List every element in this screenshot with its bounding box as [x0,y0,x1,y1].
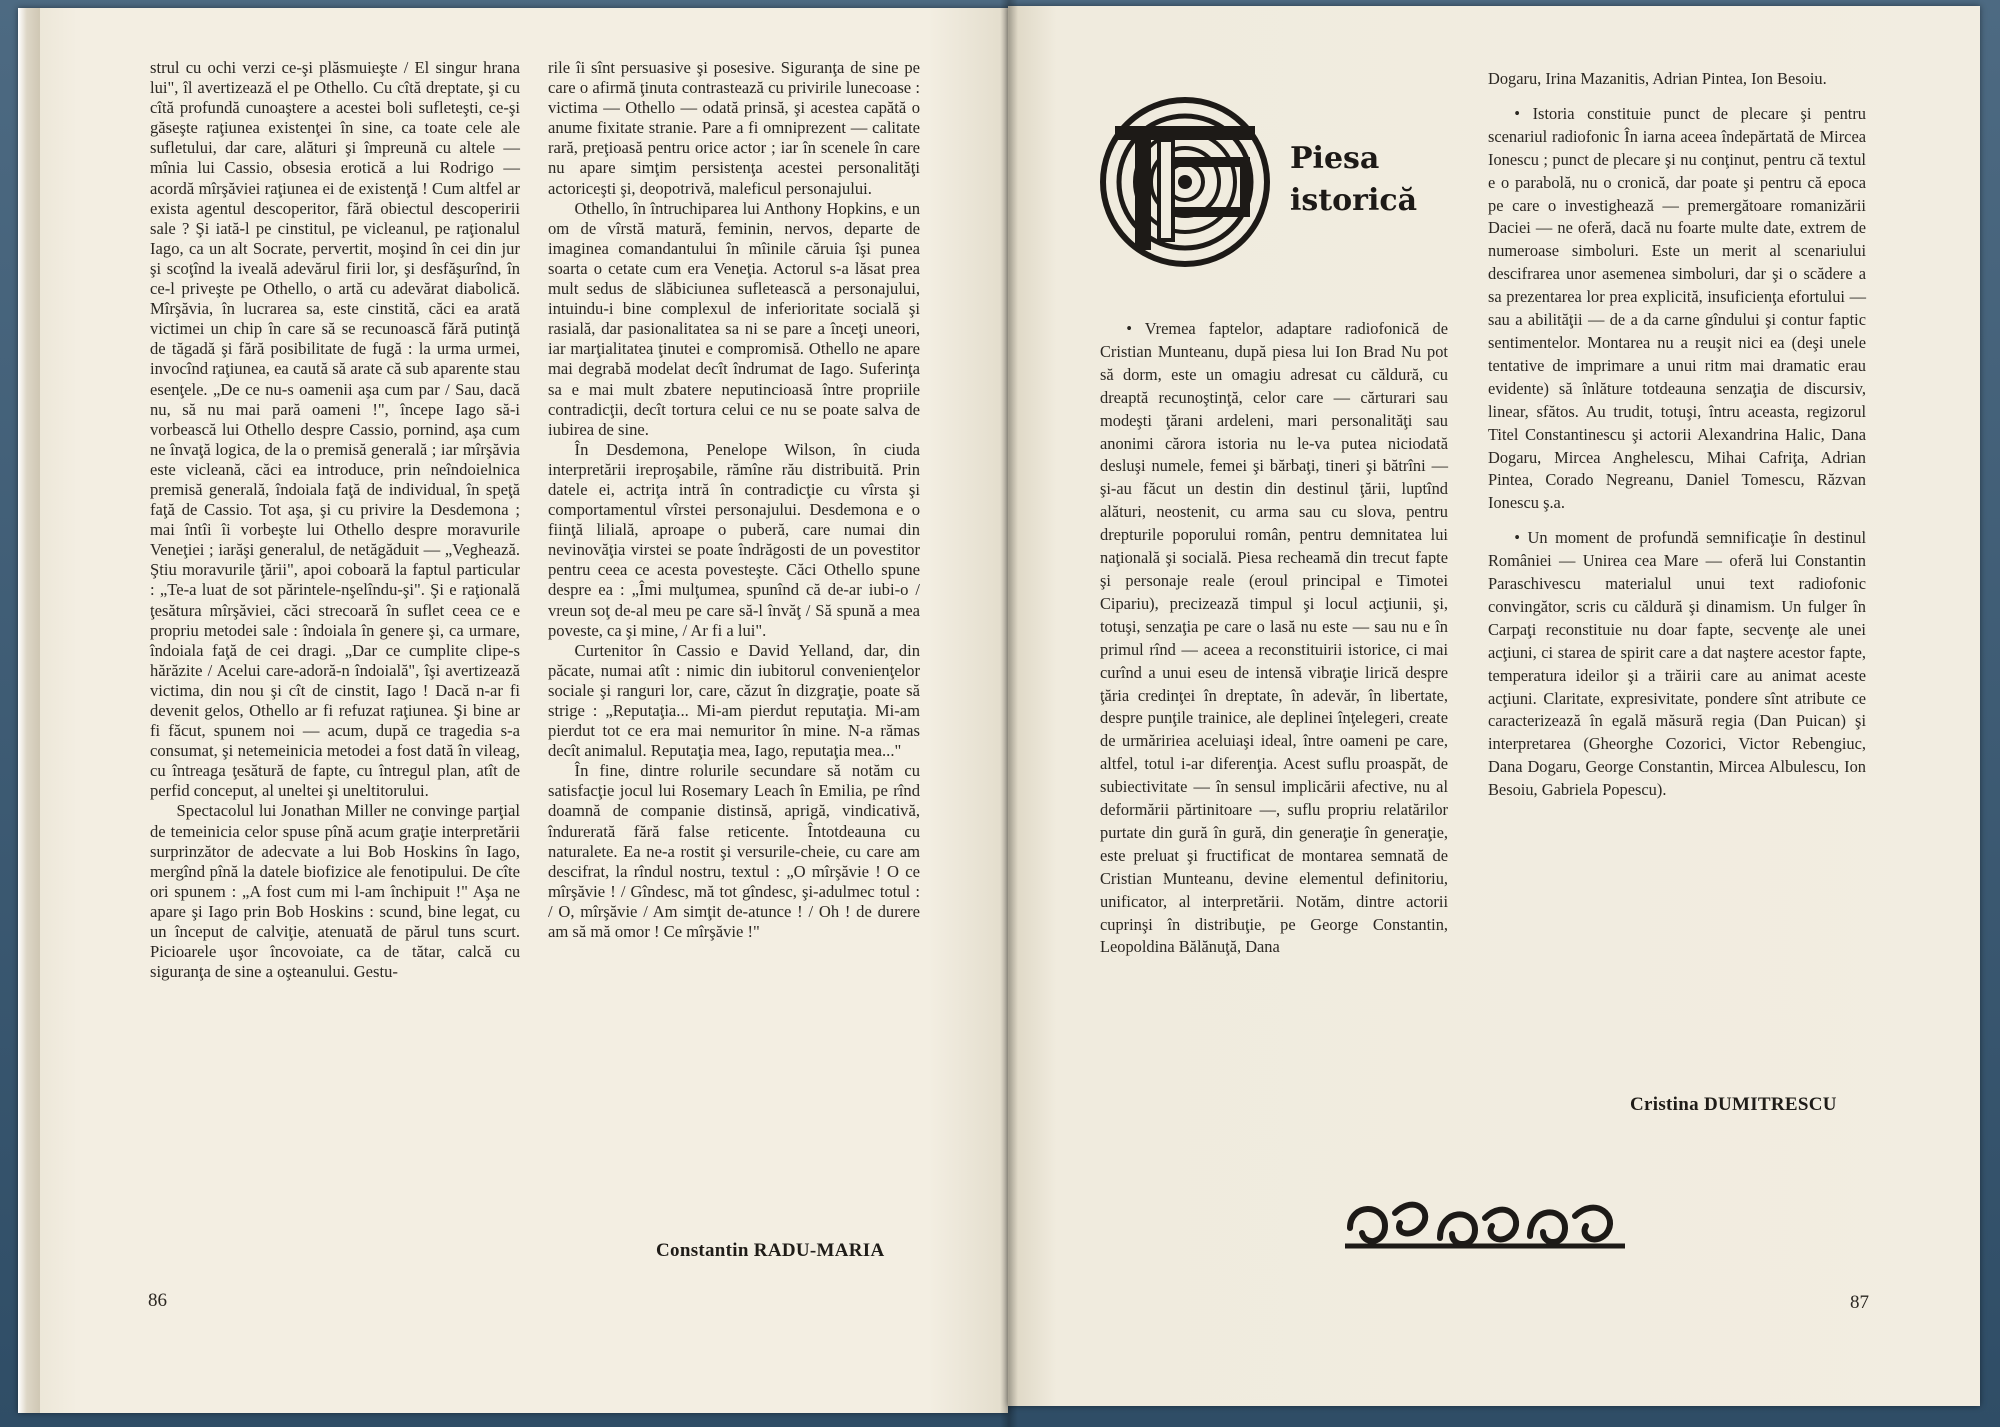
left-column-2 [548,58,920,942]
page-number: 87 [1850,1292,1869,1313]
paragraph: În fine, dintre rolurile secundare să notăm cu satisfacţie jocul lui Rosemary Leach în Emilia, pe rînd doamnă de companie distinsă, aprigă, vindicativă, îndurerată fără false reticente. Întotdeauna cu naturalete. Ea ne-a rostit şi versurile-cheie, cu care am descifrat, la rîndul nostru, textul : „O mîrşăvie ! O ce mîrşăvie ! / Gîndesc, mă tot gîndesc, şi-adulmec totul : / O, mîrşăvie / Am simţit de-atunce ! / Oh ! de durere am să mă omor ! Ce mîrşăvie !" [548,761,920,942]
paragraph: Dogaru, Irina Mazanitis, Adrian Pintea, Ion Besoiu. [1488,69,1827,88]
paragraph: Curtenitor în Cassio e David Yelland, dar, din păcate, numai atît : nimic din iubitorul convenienţelor sociale şi ranguri lor, care, căzut în dizgraţie, poate să strige : „Reputaţia... Mi-am pierdut reputaţia. Mi-am pierdut tot ce era mai nemuritor în mine. N-a rămas decît animalul. Reputaţia mea, Iago, reputaţia mea..." [548,640,920,761]
paragraph: În Desdemona, Penelope Wilson, în ciuda interpretării ireproşabile, rămîne rău distribuită. Prin datele ei, actriţa intră în contradicţie cu vîrsta şi comportamentul vîrstei personajului. Desdemona e o fiinţă lilială, aproape o puberă, care numai din nevinovăţia virstei se poate îndrăgosti de un povestitor pentru ceea ce acesta povesteşte. Căci Othello spune despre ea : „Îmi mulţumea, spunînd că de-ar iubi-o / vreun soţ de-al meu pe care să-l învăţ / Să spună a mea poveste, ca şi mine, / Ar fi a lui". [548,439,920,640]
watermark-decoration [1878,60,1978,1240]
theatre-radio-logo-icon [1095,92,1275,277]
paragraph: • Vremea faptelor, adaptare radiofonică de Cristian Munteanu, după piesa lui Ion Brad Nu pot să dorm, este un omagiu adresat cu căldură, cu dreaptă recunoştinţă, celor care — cărturari sau modeşti ţărani ardeleni, mari personalităţi sau anonimi cărora istoria nu le-va putea niciodată desluşi numele, femei şi bărbaţi, tineri şi bătrîni — şi-au făcut un destin din destinul ţării, luptînd alături, neostenit, cu arma sau cu slova, pentru drepturile poporului român, pentru demnitatea lui naţională şi socială. Piesa recheamă din trecut fapte şi personaje reale (eroul principal e Timotei Cipariu), precizează timpul şi locul acţiunii, şi, totuşi, senzaţia pe care o lasă nu este — sau nu e în primul rînd — aceea a reconstituirii istorice, ci mai curînd a unui eseu de intensă vibraţie lirică despre ţăria credinţei în dreptate, în adevăr, în libertate, despre punţile trainice, ale deplinei înţelegeri, create de urmăririea aceluiaşi ideal, între oameni pe care, altfel, totul i-ar diferenţia. Acest suflu proaspăt, de subiectivitate — în sensul implicării afective, nu al deformării părtinitoare —, suflu propriu relatărilor purtate din gură în gură, din generaţie în generaţie, este preluat şi fructificat de montarea semnată de Cristian Munteanu, devine elementul definitoriu, unificator, al interpretării. Notăm, dintre actorii cuprinşi în distribuţie, pe George Constantin, Leopoldina Bălănuţă, Dana [1100,319,1448,957]
left-column-1 [150,58,520,982]
paragraph: rile îi sînt persuasive şi posesive. Siguranţa de sine pe care o afirmă ţinuta contrastează cu privirile lunecoase : victima — Othello — odată prinsă, şi acestea capătă o anume fixitate stranie. Pare a fi omniprezent — calitate rară, preţioasă pentru orice actor ; iar în scenele în care nu apare simţim persistenţa acestei personalităţi actoriceşti şi, deopotrivă, maleficul personajului. [548,58,920,198]
heading-line: istorică [1290,183,1418,218]
book-spine [1000,0,1018,1427]
paragraph: • Istoria constituie punct de plecare şi pentru scenariul radiofonic În iarna aceea îndepărtată de Mircea Ionescu ; punct de plecare şi nu conţinut, pentru că textul e o parabolă, nu o cronică, dar poate şi pentru că epoca pe care o investighează — premergătoare romanizării Daciei — ne oferă, dacă nu foarte multe date, extrem de numeroase simboluri. Este un merit al scenariului descifrarea unor asemenea simboluri, dar şi o scădere a sa prezentarea lor prea explicită, insuficienţa efortului — sau a abilităţii — de a da carne gîndului şi contur faptic sentimentelor. Montarea nu a reuşit nici ea (deşi unele tentative de imprimare a unui ritm mai dramatic erau evidente) să înlăture totdeauna senzaţia de discursiv, linear, sfătos. Au trudit, totuşi, întru aceasta, regizorul Titel Constantinescu şi actorii Alexandrina Halic, Dana Dogaru, Mircea Anghelescu, Mihai Cafriţa, Adrian Pintea, Corado Negreanu, Daniel Tomescu, Răzvan Ionescu ş.a. [1488,103,1866,513]
right-column-2 [1488,68,1866,802]
right-column-1 [1100,318,1448,959]
page-edge [18,8,40,1413]
paragraph: • Un moment de profundă semnificaţie în destinul României — Unirea cea Mare — oferă lui Constantin Paraschivescu materialul unui text radiofonic convingător, scris cu căldură şi dinamism. Un fulger în Carpaţi reconstituie nu doar fapte, secvenţe ale unei acţiuni, ci starea de spirit care a dat naştere acestor fapte, temperatura ideilor şi a trăirii care au animat aceste acţiuni. Claritate, expresivitate, pondere sînt atribute ce caracterizează în egală măsură regia (Dan Puican) şi interpretarea (Gheorghe Cozorici, Victor Rebengiuc, Dana Dogaru, George Constantin, Mircea Albulescu, Ion Besoiu, Gabriela Popescu). [1488,528,1866,800]
paragraph: Othello, în întruchiparea lui Anthony Hopkins, e un om de vîrstă matură, feminin, nervos, departe de imaginea comandantului în mîinile căruia îşi punea soarta o cetate cum era Veneţia. Actorul s-a lăsat prea mult sedus de slăbiciunea sufletească a personajului, intuindu-i bine complexul de inferioritate socială şi rasială, dar pasionalitatea sa ni se pare a înceţi uneori, iar marţialitatea ţinutei e compromisă. Othello ne apare mai degrabă modelat decît îndrumat de Iago. Suferinţa sa e mai mult zbatere neputincioasă între propriile contradicţii, decît tortura celui ce nu se poate salva de iubirea de sine. [548,198,920,439]
section-heading [1290,138,1417,222]
paragraph: strul cu ochi verzi ce-şi plăsmuieşte / El singur hrana lui", îl avertizează el pe Othello. Cu cîtă dreptate, şi cu cîtă profundă cunoaştere a acestei boli sufleteşti, ce-şi găseşte raţiunea existenţei în sine, ca toate cele ale sufletului, dar care, alături şi împreună cu altele — mînia lui Cassio, obsesia erotică a lui Rodrigo — acordă mîrşăviei raţiunea ei de existenţă ! Cum altfel ar exista agentul descoperitor, fără obiectul descoperirii sale ? Şi iată-l pe cinstitul, pe vicleanul, pe raţionalul Iago, ca un alt Socrate, pervertit, moşind în cei din jur şi scoţînd la iveală adevărul firii lor, şi desfăşurînd, în ce-l priveşte pe Othello, o artă cu adevărat diabolică. Mîrşăvia, în lucrarea sa, este cinstită, căci ea arată victimei un chip în care să se recunoască fără putinţă de tăgadă şi fără posibilitate de fugă : la urma urmei, invocînd raţiunea, ea caută să arate că sub aparente stau esenţele. „De ce nu-s oamenii aşa cum par / Sau, dacă nu, să nu mai pară oameni !", începe Iago să-i vorbească lui Othello despre Cassio, pornind, aşa cum ne învaţă logica, de la o premisă generală ; iar mîrşăvia este vicleană, căci ea introduce, prin neîndoielnica premisă generală, îndoiala faţă de individual, în speţă faţă de Cassio. Tot aşa, şi cu privire la Desdemona ; mai întîi îi vorbeşte lui Othello despre moravurile Veneţiei ; iarăşi generalul, de netăgăduit — „Veghează. Ştiu moravurile ţării", apoi coboară la faptul particular : „Te-a luat de sot părintele-nşelîndu-şi". Şi e raţională ţesătura mîrşăviei, căci strecoară în suflet ceea ce e propriu metodei sale : îndoiala în genere şi, ca urmare, îndoiala faţă de cei dragi. „Dar ce cumplite clipe-s hărăzite / Acelui care-adoră-n îndoială", îşi avertizează victima, din nou şi cît de cinstit, Iago ! Dacă n-ar fi devenit gelos, Othello ar fi refuzat raţiunea. Şi bine ar fi făcut, spunem noi — acum, după ce tragedia s-a consumat, şi netemeinicia metodei a fost dată în vileag, cu întreaga ţesătură de fapte, cu întregul plan, atît de perfid conceput, al uneltei şi uneltitorului. [150,58,520,801]
author-signature: Constantin RADU-MARIA [656,1240,885,1261]
author-signature: Cristina DUMITRESCU [1630,1094,1837,1115]
page-number: 86 [148,1290,167,1311]
decorative-ornament-icon [1340,1188,1630,1263]
paragraph: Spectacolul lui Jonathan Miller ne convinge parţial de temeinicia celor spuse pînă acum graţie interpretării surprinzător de adecvate a lui Bob Hoskins în Iago, mergînd pînă la datele biofizice ale fenotipului. De cîte ori spunem : „A fost cum mi l-am închipuit !" Aşa ne apare şi Iago prin Bob Hoskins : scund, bine legat, cu un început de calviţie, atenuată de părul tuns scurt. Picioarele uşor încovoiate, ca de tătar, calcă cu siguranţa de sine a oşteanului. Gestu- [150,801,520,982]
heading-line: Piesa [1290,141,1380,176]
